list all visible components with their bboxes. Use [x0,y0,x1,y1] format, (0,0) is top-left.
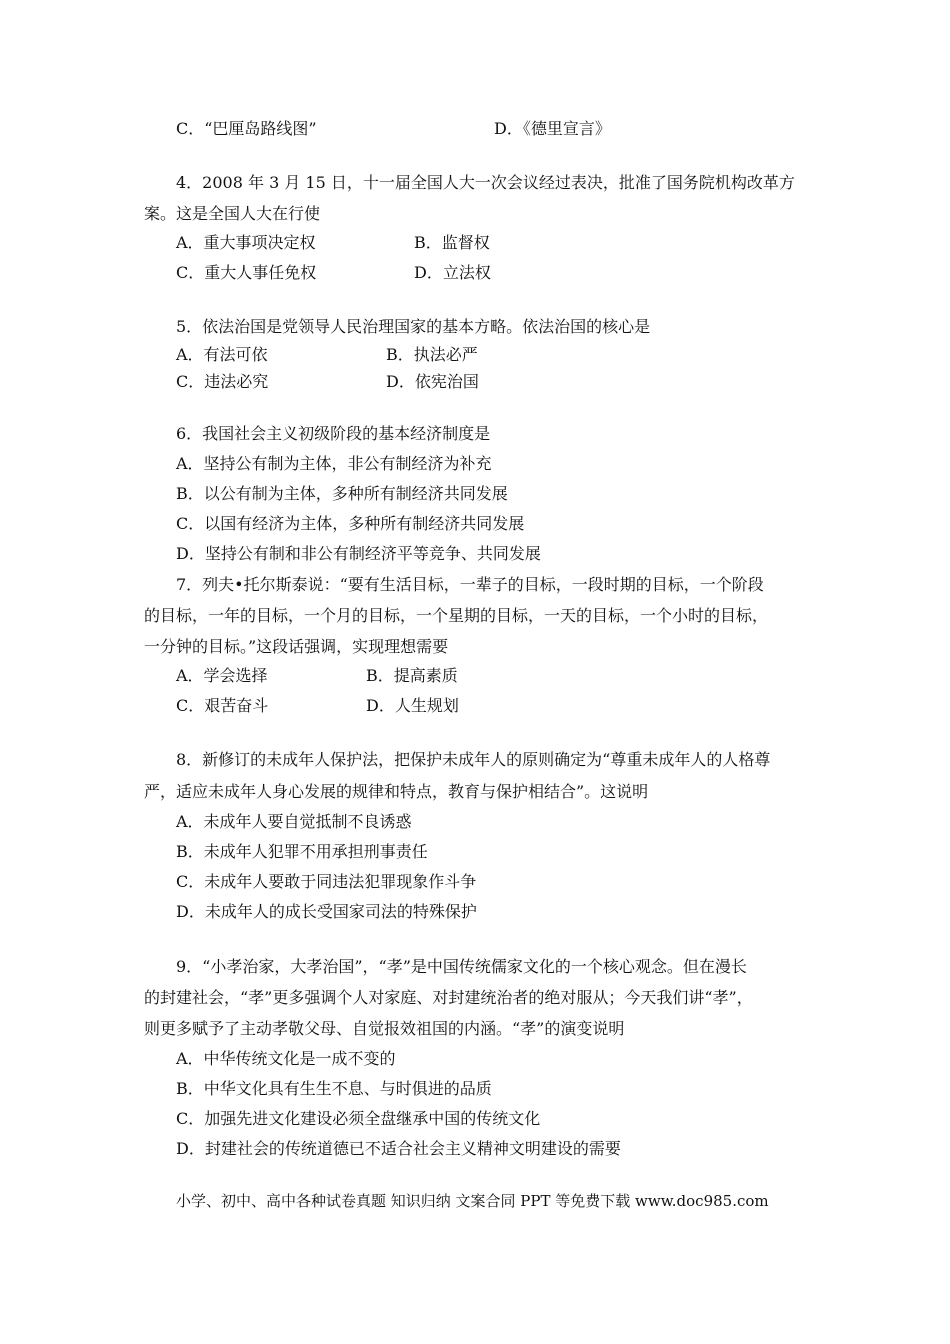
option-b: B．提高素质 [366,666,458,685]
option-d: D．未成年人的成长受国家司法的特殊保护 [176,902,477,921]
option-b: B．中华文化具有生生不息、与时俱进的品质 [176,1079,492,1098]
question-stem: 的封建社会，“孝”更多强调个人对家庭、对封建统治者的绝对服从；今天我们讲“孝”， [144,988,753,1007]
option-a: A．坚持公有制为主体，非公有制经济为补充 [176,454,492,473]
option-c: C．“巴厘岛路线图” [176,119,317,138]
option-b: B．以公有制为主体，多种所有制经济共同发展 [176,484,508,503]
question-stem: 4．2008 年 3 月 15 日，十一届全国人大一次会议经过表决，批准了国务院机构改革方 [176,173,795,192]
option-d: D．人生规划 [366,696,459,715]
question-stem: 的目标，一年的目标，一个月的目标，一个星期的目标，一天的目标，一个小时的目标， [144,606,769,625]
option-b: B．监督权 [414,233,490,252]
question-stem: 7．列夫•托尔斯泰说：“要有生活目标，一辈子的目标，一段时期的目标，一个阶段 [176,575,764,594]
option-d: D．立法权 [414,263,491,282]
option-a: A．重大事项决定权 [176,233,316,252]
question-stem: 案。这是全国人大在行使 [144,204,321,223]
option-a: A．未成年人要自觉抵制不良诱惑 [176,812,412,831]
question-stem: 严，适应未成年人身心发展的规律和特点，教育与保护相结合”。这说明 [144,782,649,801]
option-a: A．学会选择 [176,666,268,685]
question-stem: 一分钟的目标。”这段话强调，实现理想需要 [144,637,449,656]
option-d: D．封建社会的传统道德已不适合社会主义精神文明建设的需要 [176,1139,621,1158]
option-c: C．未成年人要敢于同违法犯罪现象作斗争 [176,872,477,891]
option-c: C．艰苦奋斗 [176,696,269,715]
option-b: B．未成年人犯罪不用承担刑事责任 [176,842,428,861]
option-d: D．坚持公有制和非公有制经济平等竞争、共同发展 [176,544,541,563]
option-d: D．依宪治国 [386,372,479,391]
option-a: A．中华传统文化是一成不变的 [176,1049,396,1068]
footer-note: 小学、初中、高中各种试卷真题 知识归纳 文案合同 PPT 等免费下载 www.doc985.com [176,1192,769,1210]
option-b: B．执法必严 [386,345,478,364]
option-a: A．有法可依 [176,345,268,364]
option-d: D．《德里宣言》 [494,119,611,138]
question-stem: 5．依法治国是党领导人民治理国家的基本方略。依法治国的核心是 [176,317,651,336]
option-c: C．加强先进文化建设必须全盘继承中国的传统文化 [176,1109,541,1128]
question-stem: 9．“小孝治家，大孝治国”，“孝”是中国传统儒家文化的一个核心观念。但在漫长 [176,957,747,976]
question-stem: 8．新修订的未成年人保护法，把保护未成年人的原则确定为“尊重未成年人的人格尊 [176,750,771,769]
question-stem: 则更多赋予了主动孝敬父母、自觉报效祖国的内涵。“孝”的演变说明 [144,1019,625,1038]
option-c: C．重大人事任免权 [176,263,317,282]
option-c: C．以国有经济为主体，多种所有制经济共同发展 [176,514,525,533]
option-c: C．违法必究 [176,372,269,391]
question-stem: 6．我国社会主义初级阶段的基本经济制度是 [176,424,491,443]
